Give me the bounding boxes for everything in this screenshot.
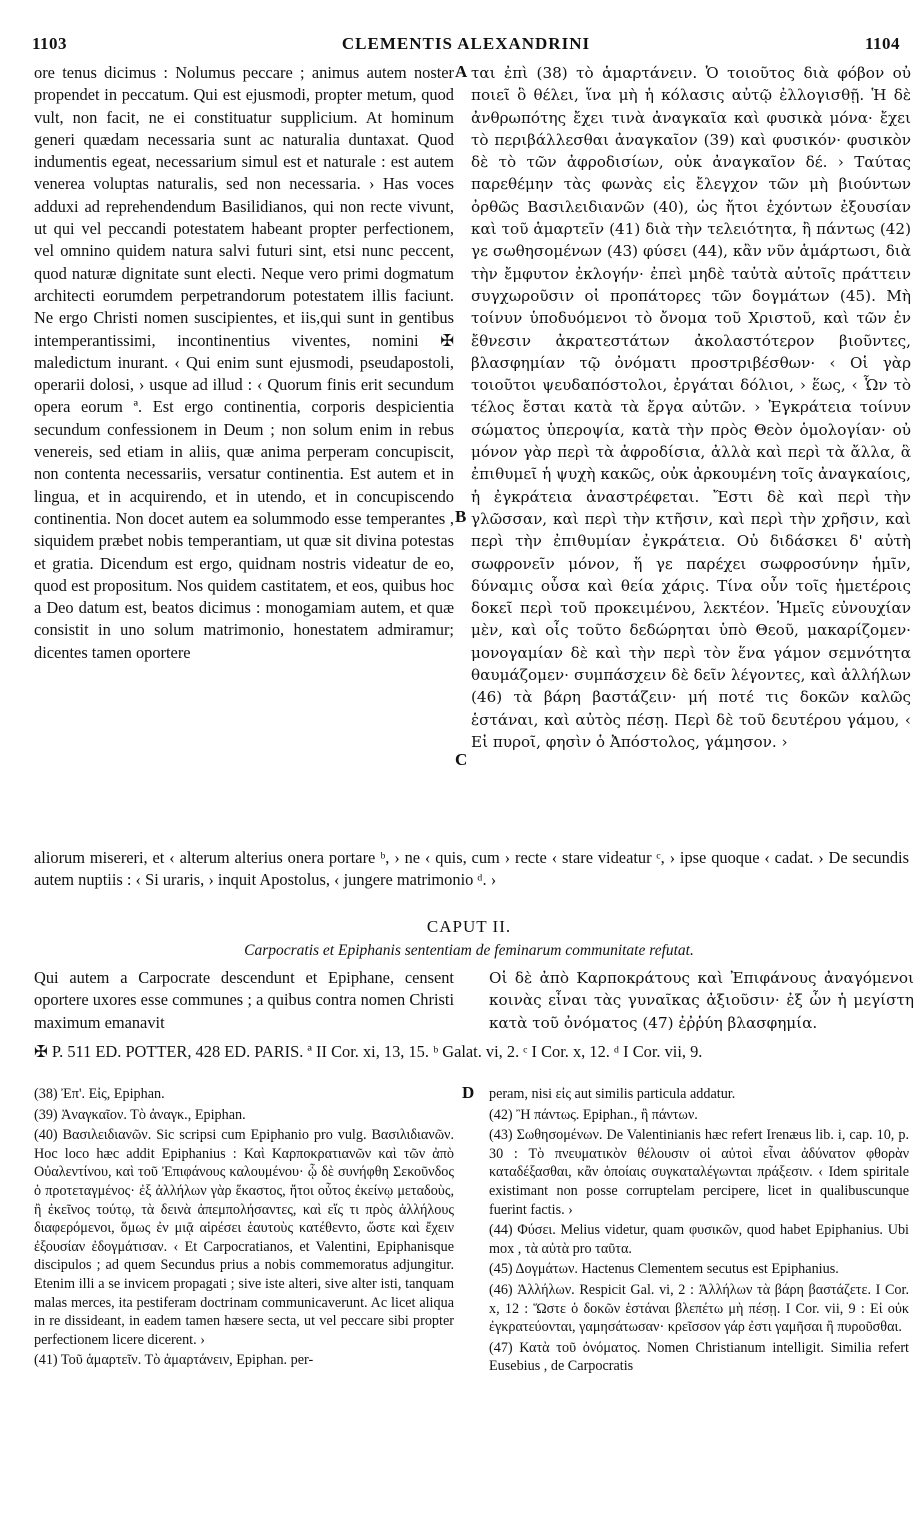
section-marker-b: B bbox=[455, 507, 467, 526]
greek-paragraph: ται ἐπὶ (38) τὸ ἁμαρτάνειν. Ὁ τοιοῦτος διὰ φόβον οὐ ποιεῖ ὃ θέλει, ἵνα μὴ ἡ κόλασις αὐτῷ ἐλλογισθῇ. Ἡ δὲ ἀνθρωπότης ἔχει τινὰ ἀναγκαῖα καὶ φυσικὰ μόνα· ἔχει τὸ περιβάλλεσθαι ἀναγκαῖον (39) καὶ φυσικόν· φυσικὸν δὲ τὸ τῶν ἀφροδισίων, οὐκ ἀναγκαῖον δέ. › Ταύτας παρεθέμην τὰς φωνὰς εἰς ἔλεγχον τῶν μὴ βιούντων ὀρθῶς Βασιλειδιανῶν (40), ὡς ἤτοι ἐχόντων ἐξουσίαν καὶ τοῦ ἁμαρτεῖν (41) διὰ τὴν τελειότητα, ἢ πάντως (42) γε σωθησομένων (43) φύσει (44), κἂν νῦν ἁμάρτωσι, διὰ τὴν ἔμφυτον ἐκλογήν· ἐπεὶ μηδὲ ταὐτὰ αὐτοῖς πράττειν συγχωροῦσιν οἱ προπάτορες τῶν δογμάτων (45). Μὴ τοίνυν ὑποδυόμενοι τὸ ὄνομα τοῦ Χριστοῦ, καὶ τῶν ἐν ἔθνεσιν ἀκρατεστάτων ἀκολαστότερον βιοῦντες, βλασφημίαν τῷ ὀνόματι προστριβέσθων· ‹ Οἱ γὰρ τοιοῦτοι ψευδαπόστολοι, ἐργάται δόλιοι, › ἕως, ‹ Ὧν τὸ τέλος ἔσται κατὰ τὰ ἔργα αὐτῶν. › Ἐγκράτεια τοίνυν σώματος ὑπεροψία, κατὰ τὴν πρὸς Θεὸν ὁμολογίαν· οὐ μόνον γὰρ περὶ τὰ ἀφροδίσια, ἀλλὰ καὶ περὶ τὰ ἄλλα, ἃ ἐπιθυμεῖ ἡ ψυχὴ κακῶς, οὐκ ἀρκουμένη τοῖς ἀναγκαίοις, ἡ ἐγκράτεια ἀναστρέφεται. Ἔστι δὲ καὶ περὶ τὴν γλῶσσαν, καὶ περὶ τὴν κτῆσιν, καὶ περὶ τὴν χρῆσιν, καὶ περὶ τὴν ἐπιθυμίαν ἐγκράτεια. Οὐ διδάσκει δ' αὐτὴ σωφρονεῖν μόνον, ἥ γε παρέχει σωφροσύνην ἡμῖν, δύναμις οὖσα καὶ θεία χάρις. Τίνα οὖν τοῖς ἡμετέροις δοκεῖ περὶ τοῦ προκειμένου, λεκτέον. Ἡμεῖς εὐνουχίαν μὲν, καὶ οἷς τοῦτο δεδώρηται ὑπὸ Θεοῦ, μακαρίζομεν· μονογαμίαν δὲ καὶ τὴν περὶ τὸν ἕνα γάμον σεμνότητα θαυμάζομεν· συμπάσχειν δὲ δεῖν λέγοντες, καὶ ἀλλήλων (46) τὰ βάρη βαστάζειν· μή ποτέ τις δοκῶν καλῶς ἑστάναι, καὶ αὐτὸς πέσῃ. Περὶ δὲ τοῦ δευτέρου γάμου, ‹ Εἰ πυροῖ, φησὶν ὁ Ἀπόστολος, γάμησον. › bbox=[471, 64, 911, 751]
right-page-number: 1104 bbox=[864, 34, 900, 53]
greek-column bbox=[471, 62, 911, 753]
footnote: (39) Ἀναγκαῖον. Τὸ ἀναγκ., Epiphan. bbox=[34, 1106, 246, 1123]
footnote: (40) Βασιλειδιανῶν. Sic scripsi cum Epiphanio pro vulg. Βασιλιδιανῶν. Hoc loco hæc addit Epiphanius : Καὶ Καρποκρατιανῶν καὶ τῶν ἀπὸ Οὐαλεντίνου, καὶ τοῦ Ἐπιφάνους καλουμένου· ᾧ δὲ συνήφθη Σεκοῦνδος ὁ προτεταγμένος· ἐξ ἀλλήλων γὰρ ἕκαστος, ἤτοι οὗτος ἐκείνῳ μεταδοὺς, ἢ ἐκεῖνος τούτῳ, τὰ δεινὰ ἀπεμπολήσαντες, καὶ εἴς τι πρὸς ἀλλήλους διαφερόμενοι, ὅμως ἐν μιᾷ αἱρέσει ἑαυτοὺς κατέθεντο, ὥστε καὶ ἔχειν ἐξουσίαν ἐδογμάτισαν. ‹ Et Carpocratianos, et Valentini, Epiphanisque discipulos ; ad quem Secundus prius a nobis commemoratus adjungitur. Etenim illi a se invicem propagati ; sive iste alteri, sive alter isti, tanquam malas merces, ita pestiferam doctrinam communicaverunt. Ac licet aliqua in re dissideant, in eadem tamen hæsere secta, ut vel peccare sibi propter perfectionem licere dicerent. › bbox=[34, 1127, 454, 1348]
chapter-summary: Carpocratis et Epiphanis sententiam de feminarum communitate refutat. bbox=[244, 942, 694, 959]
section-marker-d: D bbox=[462, 1083, 475, 1102]
footnote: (42) Ἢ πάντως. Epiphan., ἢ πάντων. bbox=[489, 1106, 698, 1123]
left-page-number: 1103 bbox=[32, 34, 68, 53]
chapter-heading: CAPUT II. bbox=[426, 917, 512, 936]
footnote: (44) Φύσει. Melius videtur, quam φυσικῶν, quod habet Epiphanius. Ubi mox , τὰ αὐτὰ pro ταῦτα. bbox=[489, 1222, 909, 1257]
footnotes-right-column bbox=[489, 1085, 909, 1378]
latin-chapter-text: Qui autem a Carpocrate descendunt et Epiphane, censent oportere uxores esse communes ; a quibus contra nomen Christi maximum emanavit bbox=[34, 968, 454, 1032]
footnote: (47) Κατὰ τοῦ ὀνόματος. Nomen Christianum intelligit. Similia refert Eusebius , de Carpocratis bbox=[489, 1339, 909, 1375]
greek-chapter-text: Οἱ δὲ ἀπὸ Καρποκράτους καὶ Ἐπιφάνους ἀναγόμενοι κοινὰς εἶναι τὰς γυναῖκας ἀξιοῦσιν· ἐξ ὧν ἡ μεγίστη κατὰ τοῦ ὀνόματος (47) ἐῤῥύη βλασφημία. bbox=[489, 969, 914, 1032]
footnotes-left-column bbox=[34, 1085, 454, 1372]
latin-paragraph: ore tenus dicimus : Nolumus peccare ; animus autem noster propendet in peccatum. Qui est ejusmodi, propter metum, quod vult, non facit, ne ei constituatur supplicium. At hominum generi quædam necessaria sunt ac naturalia duntaxat. Quod indumentis egeat, necessarium simul est et naturale : est autem venerea voluptas naturalis, sed non necessaria. › Has voces adduxi ad reprehendendum Basilidianos, qui non recte vivunt, ut qui vel peccandi potestatem habeant propter perfectionem, vel omnino quidem natura salvi futuri sint, etsi nunc peccent, quod naturæ dignitate sunt electi. Neque vero primi dogmatum architecti eorumdem perpetrandorum potestatem illis faciunt. Ne ergo Christi nomen suscipientes, et iis,qui sunt in gentibus intemperantissimi, incontinentius viventes, nomini ✠ maledictum inurant. ‹ Qui enim sunt ejusmodi, pseudapostoli, operarii dolosi, › usque ad illud : ‹ Quorum finis erit secundum opera eorum ª. Est ergo continentia, corporis despicientia secundum confessionem in Deum ; non solum enim in rebus venereis, sed etiam in aliis, quæ anima perperam concupiscit, non contenta necessariis, versatur continentia. Est autem et in lingua, et in acquirendo, et in utendo, et in concupiscendo continentia. Non docet autem ea solummodo esse temperantes , siquidem præbet nobis temperantiam, ut quæ sit divina potestas et gratia. Dicendum est ergo, quidnam nostris videatur de eo, quod est propositum. Nos quidem castitatem, et eos, quibus hoc a Deo datum est, beatos dicimus : monogamiam autem, et quæ consistit in uno solum matrimonio, honestatem admiramur; dicentes tamen oportere bbox=[34, 63, 454, 662]
section-marker-c: C bbox=[455, 750, 468, 769]
running-title: CLEMENTIS ALEXANDRINI bbox=[341, 34, 591, 53]
footnote: (41) Τοῦ ἁμαρτεῖν. Τὸ ἁμαρτάνειν, Epiphan. per- bbox=[34, 1352, 314, 1369]
footnote: (43) Σωθησομένων. De Valentinianis hæc refert Irenæus lib. i, cap. 10, p. 30 : Τὸ πνευματικὸν θέλουσιν οἱ αὐτοὶ εἶναι ἀδύνατον φθορὰν καταδέξασθαι, κἂν ὁποίαις συγκαταλέγωνται πράξεσιν. ‹ Idem spiritale existimant non posse corruptelam percipere, licet in qualibuscunque fuerint factis. › bbox=[489, 1127, 909, 1218]
latin-column bbox=[34, 62, 454, 664]
reference-line: ✠ P. 511 ED. POTTER, 428 ED. PARIS. ª II Cor. xi, 13, 15. ᵇ Galat. vi, 2. ᶜ I Cor. x, 12. ᵈ I Cor. vii, 9. bbox=[34, 1042, 703, 1061]
running-header bbox=[32, 34, 900, 58]
section-marker-a: A bbox=[455, 62, 468, 81]
footnote: peram, nisi εἰς aut similis particula addatur. bbox=[489, 1086, 736, 1102]
main-text bbox=[34, 62, 914, 1062]
footnotes bbox=[34, 1083, 909, 1525]
footnote: (38) Ἐπ'. Εἰς, Epiphan. bbox=[34, 1086, 165, 1102]
latin-continuation: aliorum misereri, et ‹ alterum alterius onera portare ᵇ, › ne ‹ quis, cum › recte ‹ stare videatur ᶜ, › ipse quoque ‹ cadat. › De secundis autem nuptiis : ‹ Si uraris, › inquit Apostolus, ‹ jungere matrimonio ᵈ. › bbox=[34, 848, 909, 890]
footnote: (46) Ἀλλήλων. Respicit Gal. vi, 2 : Ἀλλήλων τὰ βάρη βαστάζετε. I Cor. x, 12 : Ὥστε ὁ δοκῶν ἑστάναι βλεπέτω μὴ πέσῃ. I Cor. vii, 9 : Εἰ οὐκ ἐγκρατεύονται, γαμησάτωσαν· κρεῖσσον γάρ ἐστι γαμῆσαι ἢ πυροῦσθαι. bbox=[489, 1281, 909, 1336]
footnote: (45) Δογμάτων. Hactenus Clementem secutus est Epiphanius. bbox=[489, 1261, 839, 1278]
